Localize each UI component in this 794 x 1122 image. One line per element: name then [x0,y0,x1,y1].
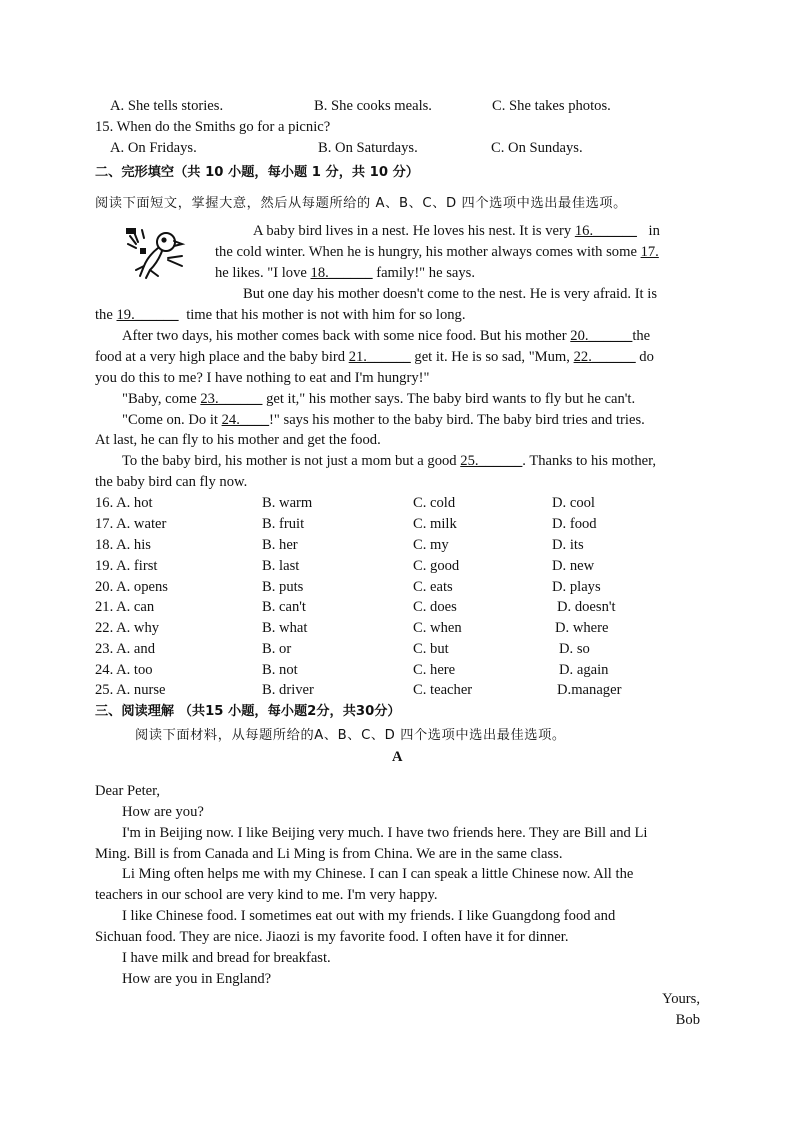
letter-greeting: Dear Peter, [95,783,161,799]
passage-line-7: food at a very high place and the baby bird 21.______ get it. He is so sad, "Mum, 22.______ do [95,349,654,365]
passage-line-4: But one day his mother doesn't come to the nest. He is very afraid. It is [243,286,657,302]
part-a-label: A [392,749,403,765]
option-row: D. cool [552,495,595,511]
passage-line-3: he likes. "I love 18.______ family!" he says. [215,265,475,281]
option-row: C. does [413,599,457,615]
blank-16: 16.______ [574,223,637,239]
option-row: D. where [555,620,609,636]
option-row: 23. A. and [95,641,155,657]
section2-instruction: 阅读下面短文，掌握大意，然后从每题所给的 A、B、C、D 四个选项中选出最佳选项。 [95,196,627,211]
option-row: 22. A. why [95,620,160,636]
option-row: B. last [262,558,300,574]
letter-signature: Bob [675,1012,700,1028]
blank-18: 18.______ [310,265,373,281]
option-row: C. eats [413,579,453,595]
option-row: B. or [262,641,292,657]
option-row: C. here [413,662,456,678]
letter-line: Li Ming often helps me with my Chinese. I can I can speak a little Chinese now. All the [122,866,634,882]
passage-line-9: "Baby, come 23.______ get it," his mother says. The baby bird wants to fly but he can't. [122,391,636,407]
passage-line-8: you do this to me? I have nothing to eat and I'm hungry!" [95,370,430,386]
option-row: D. new [552,558,595,574]
option-row: C. my [413,537,449,553]
letter-closing: Yours, [662,991,700,1007]
passage-line-10: "Come on. Do it 24.____!" says his mother to the baby bird. The baby bird tries and tries. [122,412,645,428]
option-row: 19. A. first [95,558,158,574]
passage-line-11: At last, he can fly to his mother and get the food. [95,432,381,448]
option-row: 17. A. water [95,516,167,532]
option-row: B. puts [262,579,304,595]
letter-line: How are you? [122,804,204,820]
option-row: B. fruit [262,516,305,532]
blank-19: 19.______ [116,307,179,323]
option-row: D. food [552,516,597,532]
blank-20: 20.______ [570,328,633,344]
section3-instruction: 阅读下面材料，从每题所给的A、B、C、D 四个选项中选出最佳选项。 [135,728,566,743]
section2-heading: 二、完形填空（共 10 小题，每小题 1 分，共 10 分） [95,165,419,180]
q15-option-c: C. On Sundays. [491,140,583,156]
blank-17: 17. [640,244,659,260]
option-row: 20. A. opens [95,579,168,595]
q15-option-b: B. On Saturdays. [318,140,418,156]
option-row: 25. A. nurse [95,682,166,698]
option-row: 21. A. can [95,599,155,615]
letter-line: I'm in Beijing now. I like Beijing very much. I have two friends here. They are Bill and Li [122,825,648,841]
letter-line: How are you in England? [122,971,272,987]
letter-line: I have milk and bread for breakfast. [122,950,331,966]
blank-23: 23.______ [200,391,263,407]
blank-24: 24.____ [221,412,270,428]
blank-25: 25.______ [460,453,523,469]
option-row: C. but [413,641,449,657]
letter-line: Sichuan food. They are nice. Jiaozi is my favorite food. I often have it for dinner. [95,929,569,945]
letter-line: Ming. Bill is from Canada and Li Ming is from China. We are in the same class. [95,846,563,862]
option-row: B. driver [262,682,314,698]
option-row: B. warm [262,495,313,511]
section3-heading: 三、阅读理解 （共15 小题，每小题2分，共30分） [95,704,401,719]
option-row: D. doesn't [557,599,616,615]
q15-question: 15. When do the Smiths go for a picnic? [95,119,331,135]
option-row: C. when [413,620,462,636]
blank-22: 22.______ [573,349,636,365]
option-row: C. teacher [413,682,473,698]
blank-21: 21.______ [348,349,411,365]
letter-line: I like Chinese food. I sometimes eat out with my friends. I like Guangdong food and [122,908,616,924]
letter-line: teachers in our school are very kind to me. I'm very happy. [95,887,438,903]
option-row: D. again [559,662,609,678]
option-row: B. not [262,662,298,678]
option-row: C. good [413,558,460,574]
option-row: B. her [262,537,298,553]
passage-line-12: To the baby bird, his mother is not just a mom but a good 25.______. Thanks to his mother, [122,453,657,469]
passage-line-2: the cold winter. When he is hungry, his mother always comes with some 17. [215,244,659,260]
q15-option-a: A. On Fridays. [110,140,197,156]
passage-line-1: A baby bird lives in a nest. He loves his nest. It is very 16.______ in [253,223,660,239]
option-row: D.manager [557,682,622,698]
option-row: 24. A. too [95,662,153,678]
q14-option-c: C. She takes photos. [492,98,611,114]
option-row: B. can't [262,599,306,615]
passage-line-13: the baby bird can fly now. [95,474,248,490]
option-row: C. cold [413,495,456,511]
option-row: C. milk [413,516,457,532]
option-row: D. plays [552,579,601,595]
option-row: B. what [262,620,308,636]
option-row: D. so [559,641,590,657]
passage-line-5: the 19.______ time that his mother is not with him for so long. [95,307,466,323]
option-row: 16. A. hot [95,495,153,511]
option-row: 18. A. his [95,537,151,553]
passage-line-6: After two days, his mother comes back with some nice food. But his mother 20.______the [122,328,651,344]
baby-bird-illustration [122,226,192,282]
q14-option-b: B. She cooks meals. [314,98,432,114]
q14-option-a: A. She tells stories. [110,98,224,114]
option-row: D. its [552,537,584,553]
